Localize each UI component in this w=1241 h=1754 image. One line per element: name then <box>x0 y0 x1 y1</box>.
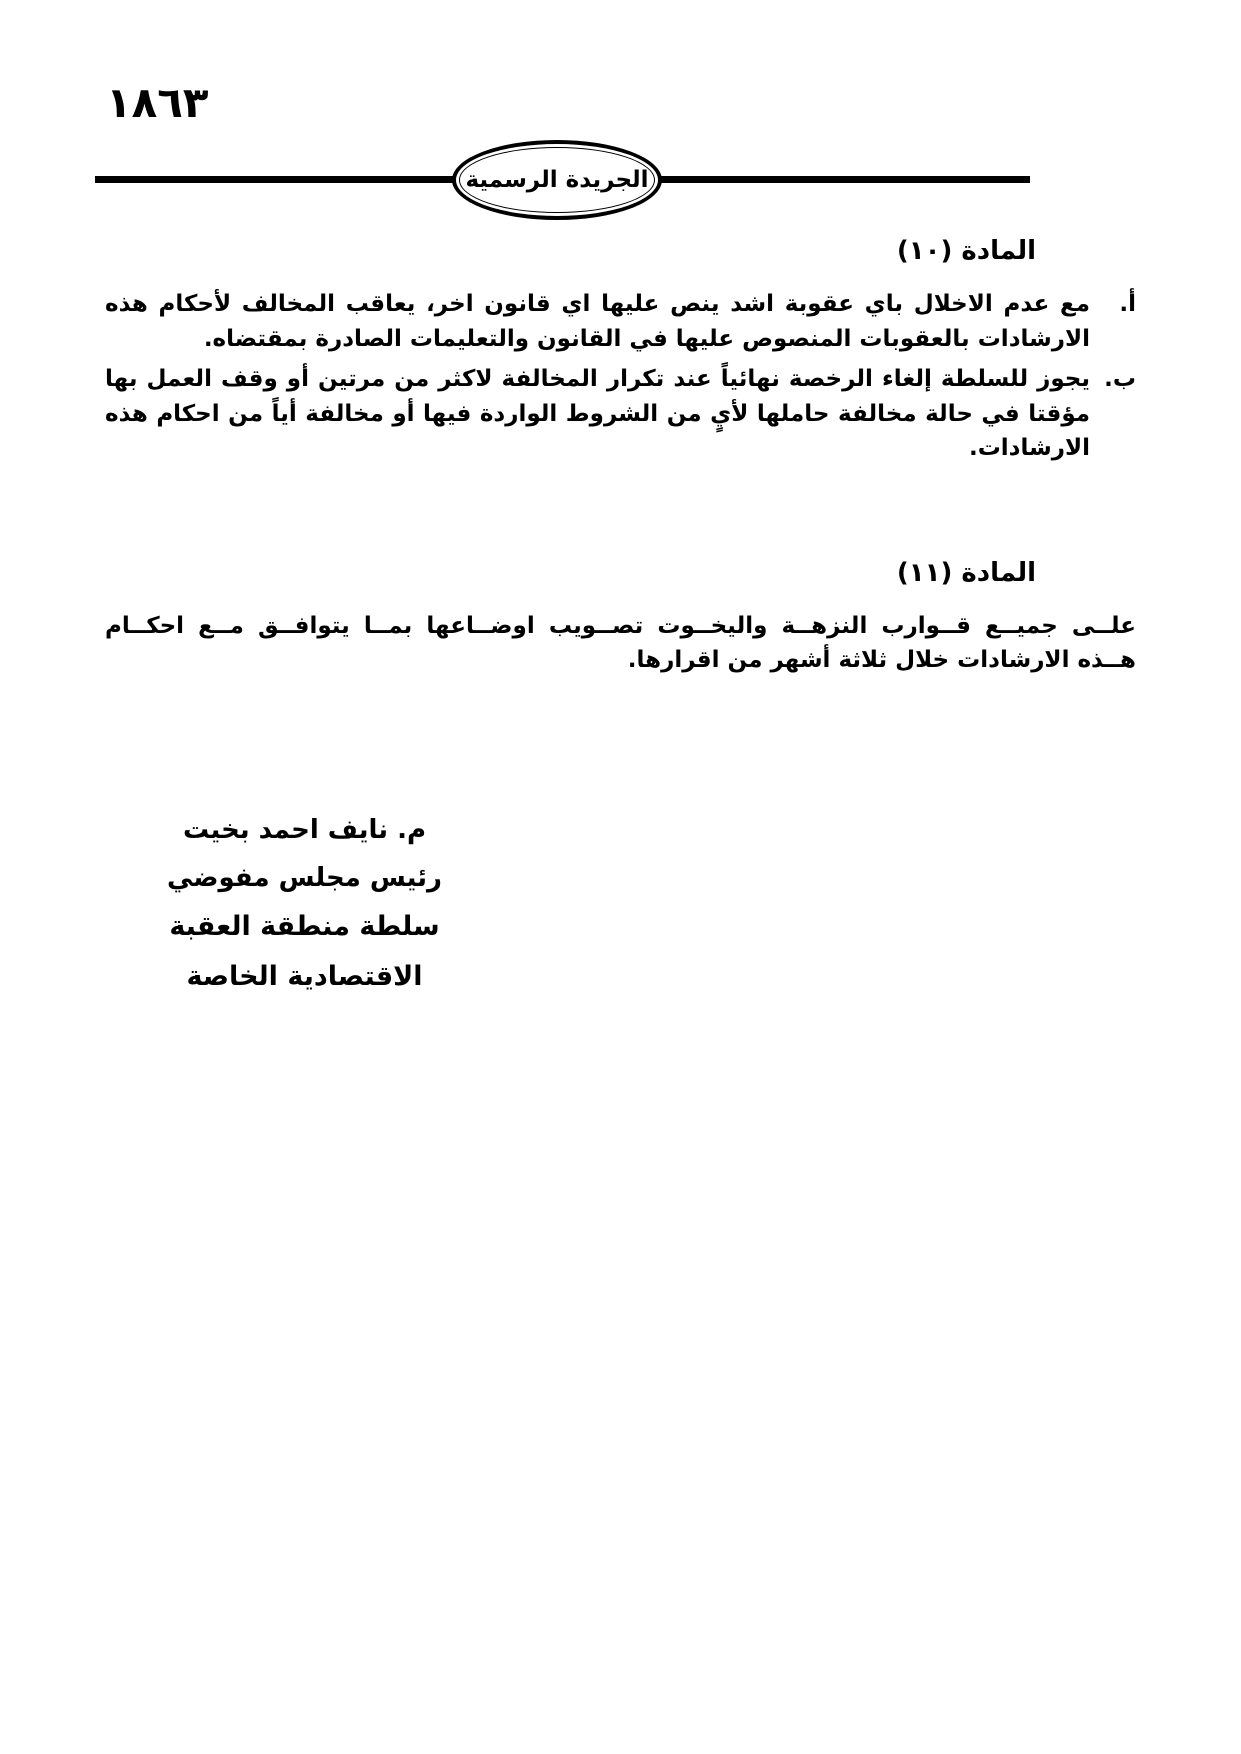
clause-b-text: يجوز للسلطة إلغاء الرخصة نهائياً عند تكرار المخالفة لاكثر من مرتين أو وقف العمل بها مؤقتا في حالة مخالفة حاملها لأيٍ من الشروط الواردة فيها أو مخالفة أياً من احكام هذه الارشادات. <box>105 366 1090 461</box>
gazette-seal <box>452 140 662 220</box>
article-10-heading: المادة (١٠) <box>896 236 1036 266</box>
clause-a-text: مع عدم الاخلال باي عقوبة اشد ينص عليها اي قانون اخر، يعاقب المخالف لأحكام هذه الارشادات بالعقوبات المنصوص عليها في القانون والتعليمات الصادرة بمقتضاه. <box>105 291 1090 352</box>
article-10-clause-a <box>105 287 1136 356</box>
signature-name: م. نايف احمد بخيت <box>182 814 427 845</box>
signature-block <box>107 806 502 1002</box>
clause-a-label: أ. <box>1119 291 1136 317</box>
article-11-body: علــى جميــع قــوارب النزهــة واليخــوت تصــويب اوضــاعها بمــا يتوافــق مــع احكــام هــذه الارشادات خلال ثلاثة أشهر من اقرارها. <box>105 612 1136 673</box>
signature-title: رئيس مجلس مفوضي <box>167 862 442 893</box>
article-11-heading: المادة (١١) <box>896 557 1036 588</box>
signature-organization: سلطة منطقة العقبة الاقتصادية الخاصة <box>169 910 440 992</box>
article-10-clause-b <box>105 362 1136 466</box>
gazette-title: الجريدة الرسمية <box>465 167 649 193</box>
clause-b-label: ب. <box>1104 366 1136 392</box>
document-content <box>105 232 1136 1002</box>
page-number: ١٨٦٣ <box>106 78 209 127</box>
